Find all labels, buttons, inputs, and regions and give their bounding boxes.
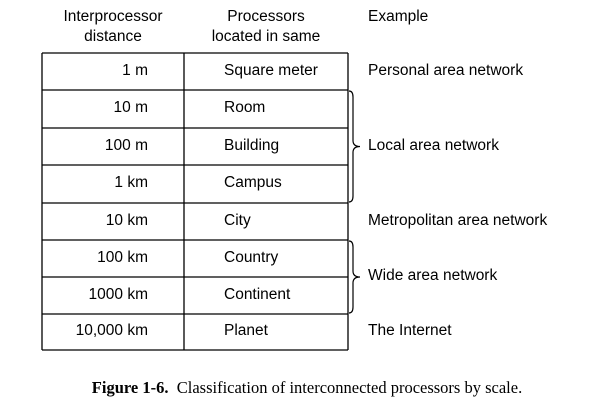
header-distance-line-1: Interprocessor xyxy=(63,8,163,25)
example-label: Wide area network xyxy=(368,267,498,284)
location-cell: City xyxy=(224,211,251,229)
caption-label: Figure 1-6. xyxy=(91,378,169,397)
distance-cell: 10 km xyxy=(105,211,148,229)
distance-cell: 1000 km xyxy=(88,285,148,303)
distance-cell: 10,000 km xyxy=(75,322,148,339)
group-bracket xyxy=(349,91,360,202)
location-cell: Room xyxy=(224,99,266,116)
header-example: Example xyxy=(368,8,429,25)
location-cell: Square meter xyxy=(224,61,318,79)
distance-cell: 100 km xyxy=(97,248,148,266)
distance-cell: 1 km xyxy=(114,174,148,191)
location-cell: Planet xyxy=(224,322,268,339)
header-processors-line-2: located in same xyxy=(211,28,321,45)
header-distance-line-2: distance xyxy=(84,28,142,45)
caption-text: Classification of interconnected processors by scale. xyxy=(176,378,523,397)
header-processors-line-1: Processors xyxy=(227,8,305,25)
example-label: Local area network xyxy=(368,136,499,154)
group-bracket xyxy=(349,241,360,313)
location-cell: Continent xyxy=(224,285,291,303)
figure-caption xyxy=(0,378,614,398)
example-label: Personal area network xyxy=(368,61,524,79)
distance-cell: 100 m xyxy=(104,136,148,154)
example-label: Metropolitan area network xyxy=(368,211,548,229)
example-label: The Internet xyxy=(368,322,452,339)
distance-cell: 1 m xyxy=(122,61,148,79)
distance-cell: 10 m xyxy=(113,99,148,116)
location-cell: Country xyxy=(224,248,279,266)
location-cell: Campus xyxy=(224,174,282,191)
location-cell: Building xyxy=(224,136,280,154)
